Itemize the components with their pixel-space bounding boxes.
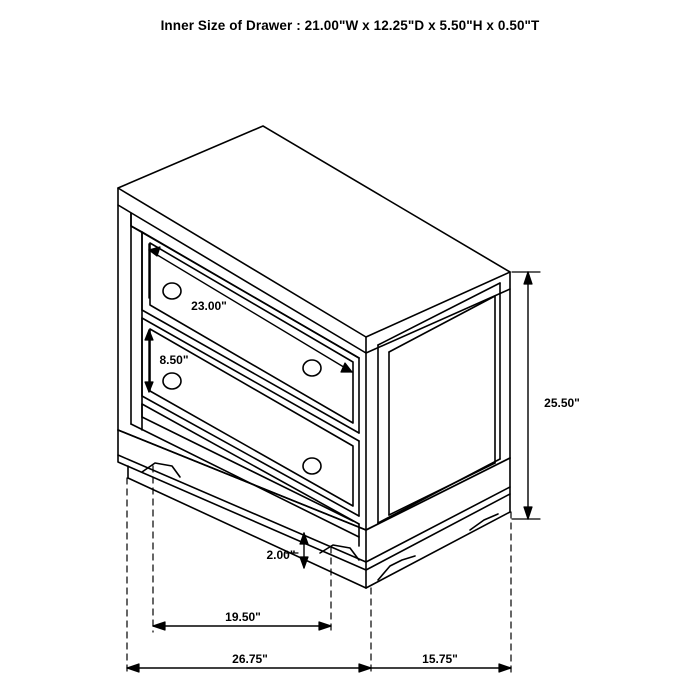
leg-span-label: 19.50" — [225, 610, 261, 624]
overall-width-label: 26.75" — [232, 652, 268, 666]
drawer-face-height-label: 8.50" — [159, 353, 189, 367]
drawer-top-width-label: 23.00" — [191, 299, 227, 313]
page-title: Inner Size of Drawer : 21.00"W x 12.25"D x 5.50"H x 0.50"T — [160, 18, 540, 33]
overall-depth-label: 15.75" — [422, 652, 458, 666]
base-clearance-label: 2.00" — [266, 548, 296, 562]
overall-height-label: 25.50" — [544, 396, 580, 410]
